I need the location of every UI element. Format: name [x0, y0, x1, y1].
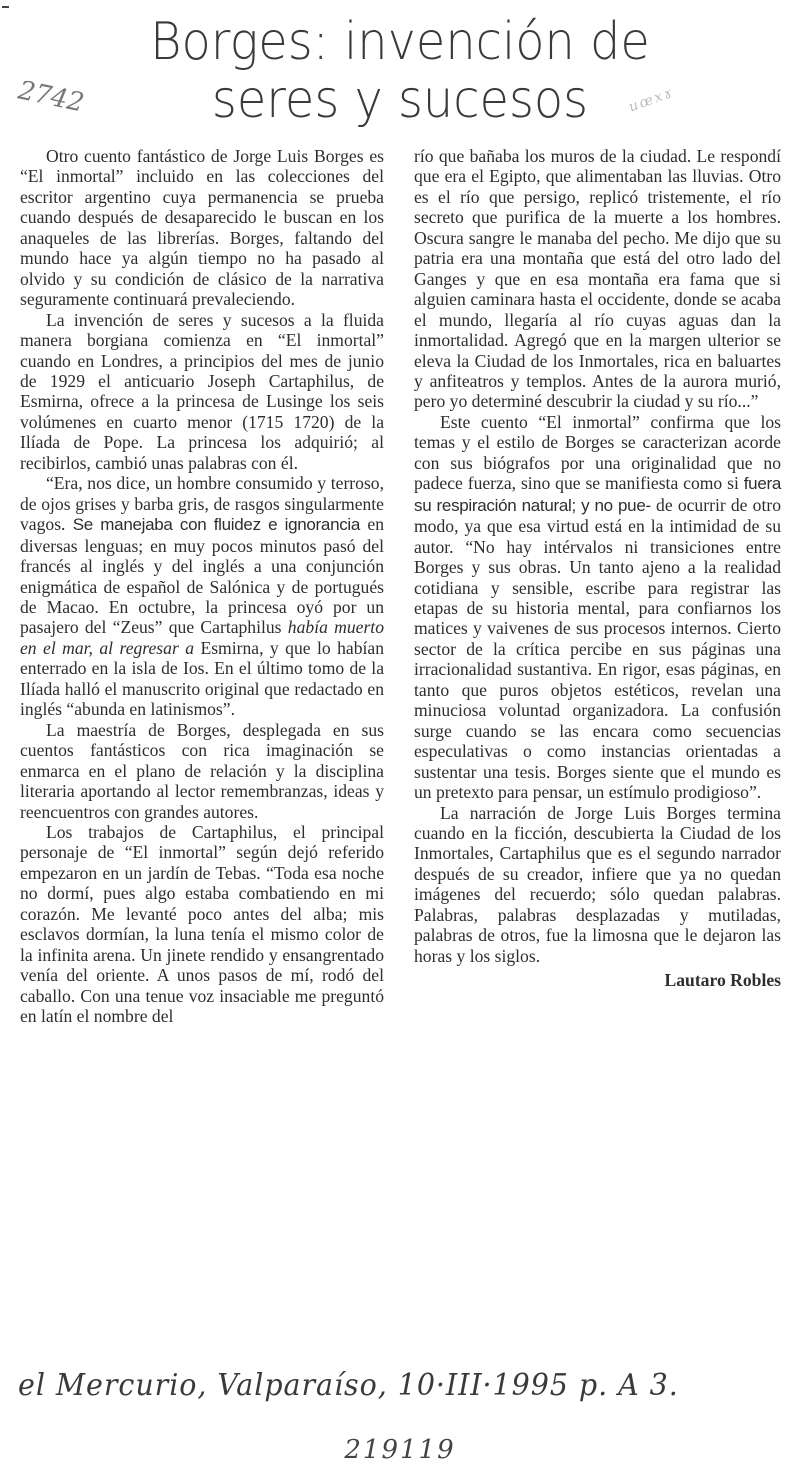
text-run-italic: había muerto en el mar, al regresar a: [20, 617, 384, 658]
paragraph: La invención de seres y sucesos a la fluida manera borgiana comienza en “El inmortal” cuando en Londres, a principios del mes de junio de 1929 el anticuario Joseph Cartaphilus, de Esmirna, ofrece a la princesa de Lusinge los seis volúmenes en cuarto menor (1715 1720) de la Ilíada de Pope. La princesa los adquirió; al recibirlos, cambió unas palabras con él.: [20, 309, 384, 473]
text-run-sans: Se manejaba con fluidez e ignorancia: [72, 515, 361, 535]
article-column-right: [414, 146, 781, 991]
handwritten-source-citation: el Mercurio, Valparaíso, 10·III·1995 p. A 3.: [18, 1368, 679, 1403]
text-run: “Era, nos dice, un hombre consumido y terroso, de ojos grises y barba gris, de rasgos singularmente vagos.: [20, 473, 384, 535]
paragraph: La maestría de Borges, desplegada en sus cuentos fantásticos con rica imaginación se enmarca en el plano de relación y la disciplina literaria aportando al lector remembranzas, ideas y reencuentros con grandes autores.: [20, 719, 384, 822]
text-run: Esmirna, y que lo habían enterrado en la isla de Ios. En el último tomo de la Ilíada halló el manuscrito original que redactado en inglés “abunda en latinismos”.: [20, 637, 384, 720]
paragraph: Los trabajos de Cartaphilus, el principal personaje de “El inmortal” según dejó referido empezaron en un jardín de Tebas. “Toda esa noche no dormí, pues algo estaba combatiendo en mi corazón. Me levanté poco antes del alba; mis esclavos dormían, la luna tenía el mismo color de la infinita arena. Un jinete rendido y ensangrentado venía del oriente. A unos pasos de mí, rodó del caballo. Con una tenue voz insaciable me preguntó en latín el nombre del: [20, 821, 384, 1027]
author-byline: Lautaro Robles: [664, 970, 781, 991]
article-column-left: [20, 146, 384, 1026]
handwritten-archive-number: 219119: [344, 1435, 456, 1465]
text-run: de ocurrir de otro modo, ya que esa virtud está en la intimidad de su autor. “No hay intérvalos ni transiciones entre Borges y sus obras. Un tanto ajeno a la realidad cotidiana y sensible, escribe para registrar las etapas de su historia mental, para confiarnos los matices y vaivenes de sus procesos internos. Cierto sector de la crítica percibe en sus páginas una irracionalidad sustantiva. En rigor, esas páginas, en tanto que puros objetos estéticos, revelan una minuciosa voluntad organizadora. La confusión surge cuando se las encara como secuencias especulativas o como instancias orientadas a sustentar una tesis. Borges siente que el mundo es un pretexto para pensar, un estímulo prodigioso”.: [414, 494, 781, 803]
text-run-sans: fuera su respiración natural; y no pue-: [414, 474, 781, 515]
headline-line-2: seres y sucesos: [211, 70, 589, 130]
paragraph-continued: río que bañaba los muros de la ciudad. Le respondí que era el Egipto, que alimentaban las lluvias. Otro es el río que persigo, replicó tristemente, el río secreto que purifica de la muerte a los hombres. Oscura sangre le manaba del pecho. Me dijo que su patria era una montaña que está del otro lado del Ganges y que en esa montaña era fama que si alguien caminara hasta el occidente, donde se acaba el mundo, llegaría al río cuyas aguas dan la inmortalidad. Agregó que en la margen ulterior se eleva la Ciudad de los Inmortales, rica en baluartes y anfiteatros y templos. Antes de la aurora murió, pero yo determiné descubrir la ciudad y su río...”: [414, 146, 781, 412]
scan-corner-mark: [2, 6, 9, 8]
paragraph: [20, 473, 384, 719]
paragraph: [414, 412, 781, 803]
handwritten-reference-number: 2742: [15, 75, 87, 119]
paragraph: Otro cuento fantástico de Jorge Luis Borges es “El inmortal” incluido en las colecciones del escritor argentino cuya permanencia se prueba cuando después de desaparecido le buscan en los anaqueles de las librerías. Borges, faltando del mundo hace ya algún tiempo no ha pasado al olvido y su condición de clásico de la narrativa seguramente continuará prevaleciendo.: [20, 146, 384, 310]
headline-line-1: Borges: invención de: [150, 12, 650, 72]
text-run: en diversas lenguas; en muy pocos minutos pasó del francés al inglés y del inglés a una conjunción enigmática de español de Salónica y de portugués de Macao. En octubre, la princesa oyó por un pasajero del “Zeus” que Cartaphilus: [20, 514, 384, 638]
handwritten-scrawl: uœxɤ: [626, 84, 676, 116]
paragraph: La narración de Jorge Luis Borges termina cuando en la ficción, descubierta la Ciudad de los Inmortales, Cartaphilus que es el segundo narrador después de su creador, infiere que ya no quedan imágenes del recuerdo; sólo quedan palabras. Palabras, palabras desplazadas y mutiladas, palabras de otros, fue la limosna que le dejaron las horas y los siglos.: [414, 802, 781, 966]
text-run: Este cuento “El inmortal” confirma que los temas y el estilo de Borges se caracterizan acorde con sus biógrafos por una originalidad que no padece fuerza, sino que se manifiesta como si: [414, 411, 781, 494]
